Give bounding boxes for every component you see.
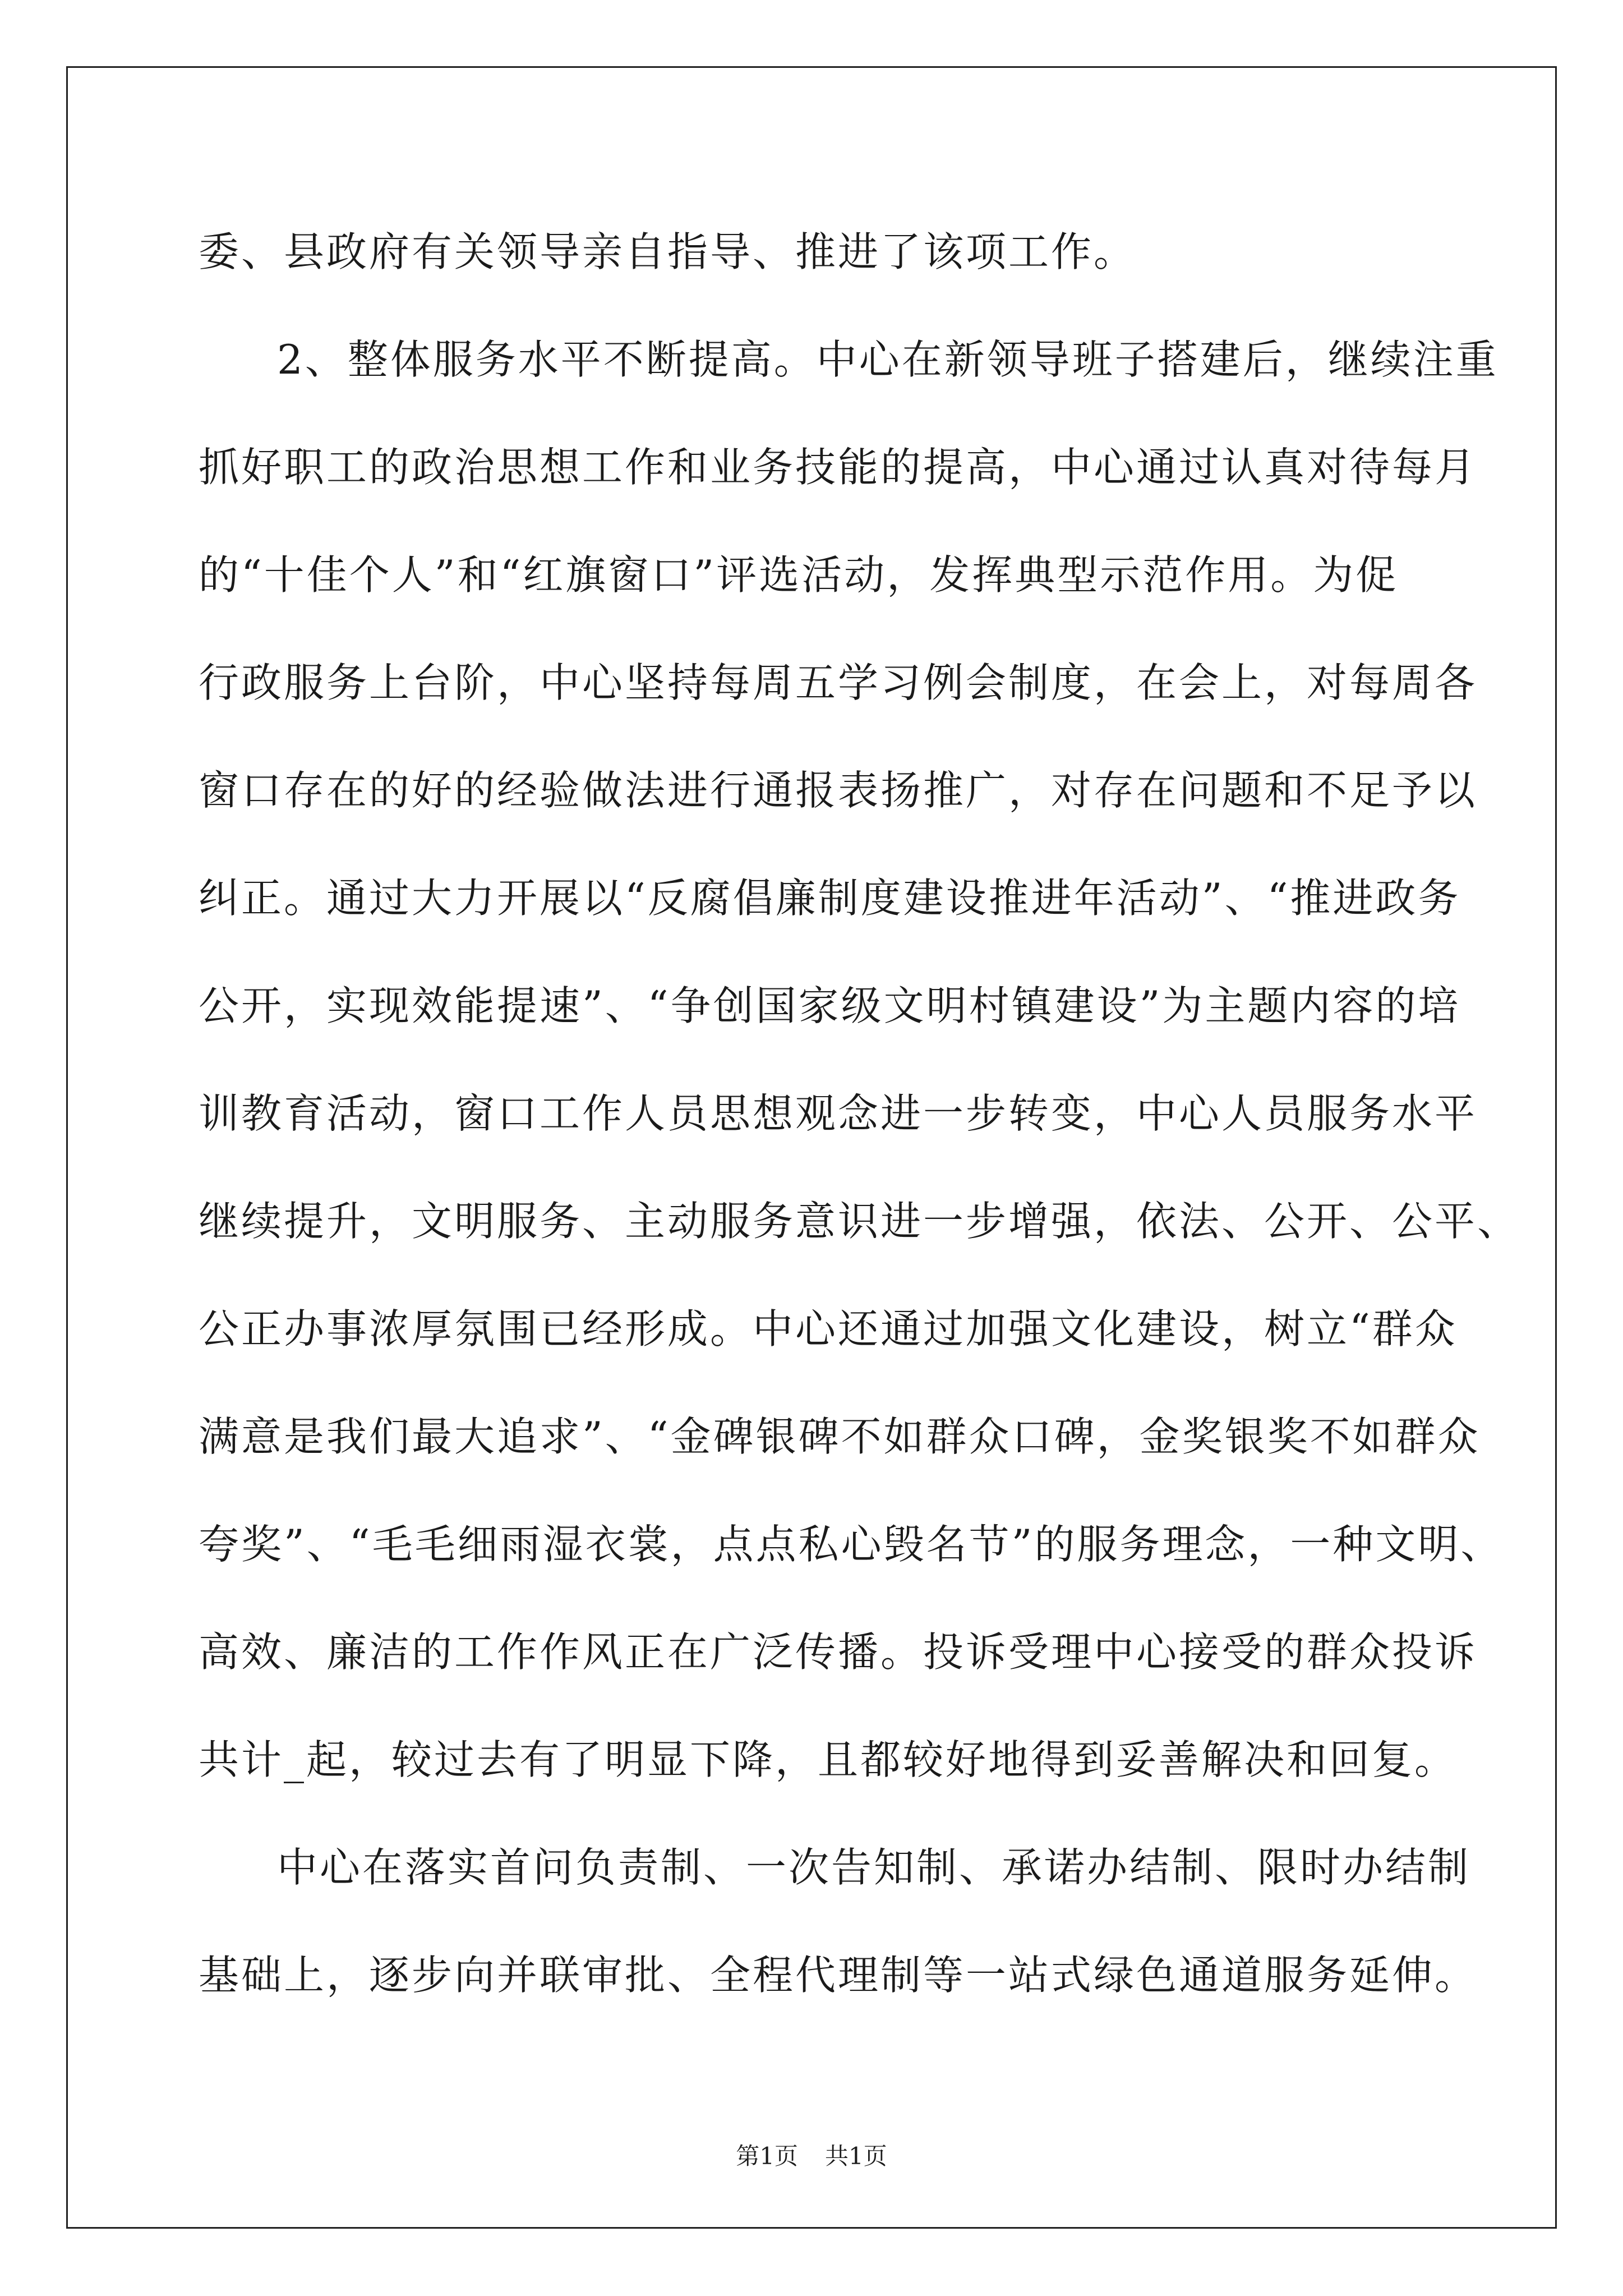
page-border bbox=[66, 66, 1557, 2229]
text-line: 继续提升，文明服务、主动服务意识进一步增强，依法、公开、公平、 bbox=[199, 1198, 1520, 1245]
page-footer bbox=[0, 2142, 1623, 2170]
page-number: 第1页 bbox=[736, 2142, 798, 2170]
paragraph-first-line: 2、整体服务水平不断提高。中心在新领导班子搭建后，继续注重 bbox=[277, 336, 1498, 383]
text-line: 公正办事浓厚氛围已经形成。中心还通过加强文化建设，树立“群众 bbox=[199, 1305, 1458, 1352]
text-line: 共计_起，较过去有了明显下降，且都较好地得到妥善解决和回复。 bbox=[199, 1736, 1458, 1783]
text-line: 公开，实现效能提速”、“争创国家级文明村镇建设”为主题内容的培 bbox=[199, 982, 1461, 1029]
text-line: 的“十佳个人”和“红旗窗口”评选活动，发挥典型示范作用。为促 bbox=[199, 551, 1399, 599]
text-line: 委、县政府有关领导亲自指导、推进了该项工作。 bbox=[199, 228, 1137, 275]
text-line: 满意是我们最大追求”、“金碑银碑不如群众口碑，金奖银奖不如群众 bbox=[199, 1413, 1481, 1460]
text-line: 窗口存在的好的经验做法进行通报表扬推广，对存在问题和不足予以 bbox=[199, 767, 1478, 814]
text-line: 行政服务上台阶，中心坚持每周五学习例会制度，在会上，对每周各 bbox=[199, 659, 1478, 706]
text-line: 夸奖”、“毛毛细雨湿衣裳，点点私心毁名节”的服务理念，一种文明、 bbox=[199, 1521, 1504, 1568]
text-line: 基础上，逐步向并联审批、全程代理制等一站式绿色通道服务延伸。 bbox=[199, 1952, 1478, 1999]
text-line: 高效、廉洁的工作作风正在广泛传播。投诉受理中心接受的群众投诉 bbox=[199, 1628, 1478, 1676]
page-total: 共1页 bbox=[825, 2142, 887, 2170]
text-line: 纠正。通过大力开展以“反腐倡廉制度建设推进年活动”、“推进政务 bbox=[199, 875, 1461, 922]
text-line: 训教育活动，窗口工作人员思想观念进一步转变，中心人员服务水平 bbox=[199, 1090, 1478, 1137]
paragraph-first-line: 中心在落实首问负责制、一次告知制、承诺办结制、限时办结制 bbox=[277, 1844, 1471, 1891]
text-line: 抓好职工的政治思想工作和业务技能的提高，中心通过认真对待每月 bbox=[199, 444, 1478, 491]
